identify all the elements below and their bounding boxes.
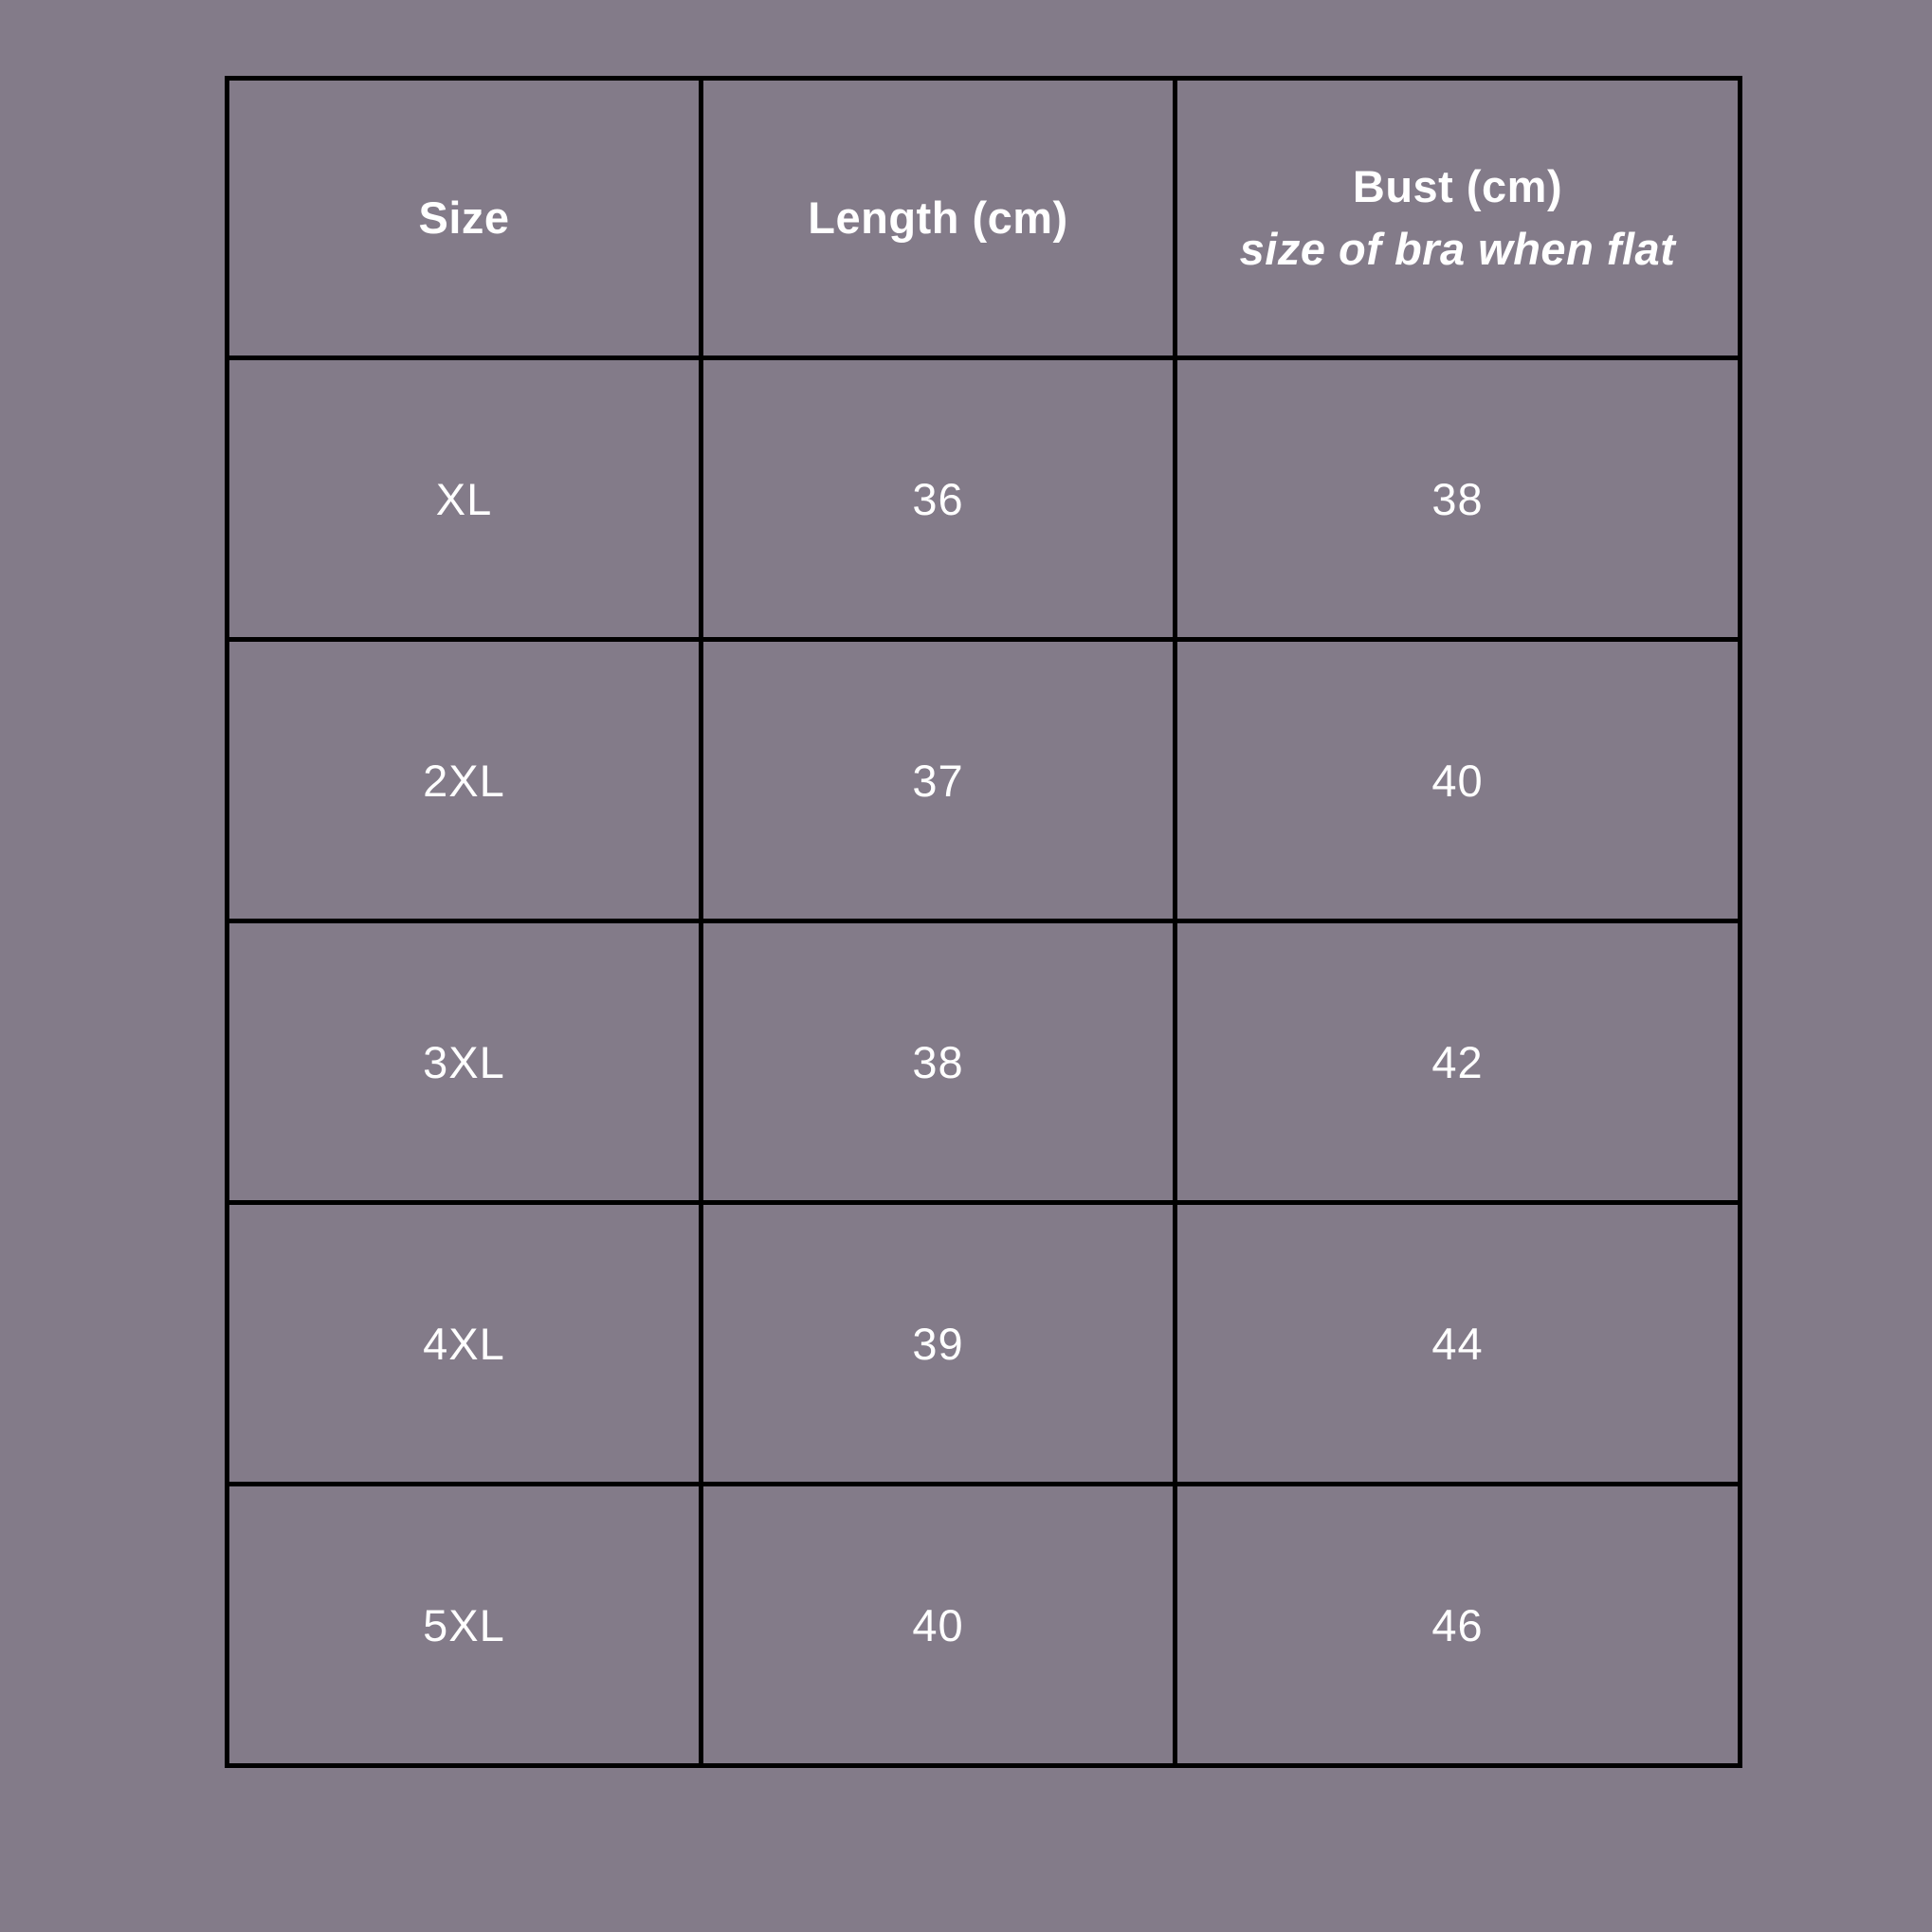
- cell-bust: 40: [1176, 640, 1741, 921]
- header-bust: [1176, 79, 1741, 358]
- size-chart-header: [228, 79, 1741, 358]
- header-row: [228, 79, 1741, 358]
- cell-size: 4XL: [228, 1203, 702, 1485]
- header-size: [228, 79, 702, 358]
- header-length: [702, 79, 1176, 358]
- cell-bust: 38: [1176, 358, 1741, 640]
- table-row: [228, 1203, 1741, 1485]
- cell-length: 37: [702, 640, 1176, 921]
- header-bust-label: Bust (cm): [1352, 161, 1563, 211]
- table-row: [228, 921, 1741, 1203]
- header-bust-sublabel: size of bra when flat: [1239, 224, 1676, 274]
- table-row: [228, 1485, 1741, 1766]
- cell-length: 40: [702, 1485, 1176, 1766]
- cell-bust: 44: [1176, 1203, 1741, 1485]
- cell-size: XL: [228, 358, 702, 640]
- cell-length: 39: [702, 1203, 1176, 1485]
- cell-size: 5XL: [228, 1485, 702, 1766]
- size-chart-body: [228, 358, 1741, 1766]
- cell-size: 3XL: [228, 921, 702, 1203]
- table-row: [228, 358, 1741, 640]
- cell-length: 38: [702, 921, 1176, 1203]
- table-row: [228, 640, 1741, 921]
- cell-bust: 42: [1176, 921, 1741, 1203]
- header-size-label: Size: [418, 192, 510, 243]
- cell-bust: 46: [1176, 1485, 1741, 1766]
- size-chart-table: [225, 76, 1742, 1768]
- cell-length: 36: [702, 358, 1176, 640]
- cell-size: 2XL: [228, 640, 702, 921]
- header-length-label: Length (cm): [808, 192, 1068, 243]
